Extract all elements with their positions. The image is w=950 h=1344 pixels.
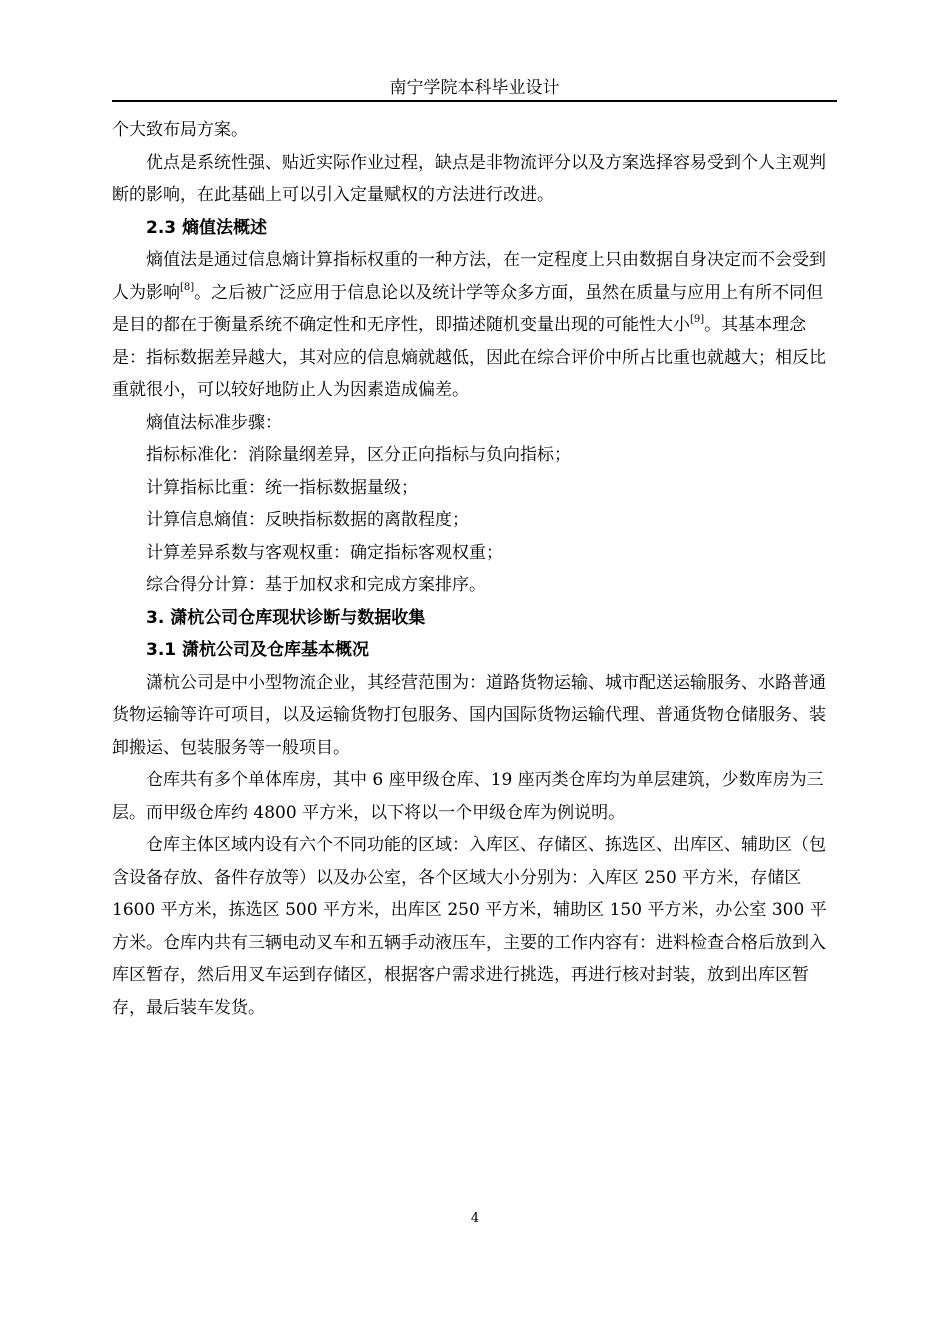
- continuation-line: 个大致布局方案。: [112, 120, 248, 140]
- chapter-heading-3: 3. 潇杭公司仓库现状诊断与数据收集: [146, 607, 426, 628]
- citation-ref: [9]: [690, 314, 705, 325]
- steps-title: 熵值法标准步骤：: [146, 412, 282, 433]
- section-heading-2-3: 2.3 熵值法概述: [146, 217, 268, 238]
- step-item: 计算差异系数与客观权重：确定指标客观权重；: [146, 542, 503, 563]
- page-body: [112, 114, 837, 1024]
- page-header: 南宁学院本科毕业设计: [389, 78, 560, 98]
- step-item: 计算信息熵值：反映指标数据的离散程度；: [146, 510, 469, 530]
- paragraph-company: 潇杭公司是中小型物流企业，其经营范围为：道路货物运输、城市配送运输服务、水路普通货物运输等许可项目，以及运输货物打包服务、国内国际货物运输代理、普通货物仓储服务、装卸搬运、包装服务等一般项目。: [112, 672, 826, 758]
- paragraph-areas: 仓库主体区域内设有六个不同功能的区域：入库区、存储区、拣选区、出库区、辅助区（包含设备存放、备件存放等）以及办公室，各个区域大小分别为：入库区 250 平方米，存储区 1600 平方米，拣选区 500 平方米，出库区 250 平方米，辅助区 150 平方米，办公室 300 平方米。仓库内共有三辆电动叉车和五辆手动液压车，主要的工作内容有：进料检查合格后放到入库区暂存，然后用叉车运到存储区，根据客户需求进行挑选，再进行核对封装，放到出库区暂存，最后装车发货。: [112, 835, 827, 1018]
- header-rule: [112, 100, 837, 102]
- paragraph: 优点是系统性强、贴近实际作业过程，缺点是非物流评分以及方案选择容易受到个人主观判断的影响，在此基础上可以引入定量赋权的方法进行改进。: [112, 152, 826, 205]
- step-item: 指标标准化：消除量纲差异，区分正向指标与负向指标；: [146, 445, 571, 465]
- step-item: 综合得分计算：基于加权求和完成方案排序。: [146, 575, 486, 595]
- step-item: 计算指标比重：统一指标数据量级；: [146, 477, 418, 498]
- paragraph-warehouse: 仓库共有多个单体库房，其中 6 座甲级仓库、19 座丙类仓库均为单层建筑，少数库房为三层。而甲级仓库约 4800 平方米，以下将以一个甲级仓库为例说明。: [112, 770, 824, 823]
- paragraph-entropy-intro: [112, 244, 837, 407]
- section-heading-3-1: 3.1 潇杭公司及仓库基本概况: [146, 640, 370, 660]
- page-number: 4: [470, 1211, 480, 1226]
- paragraph-text: 熵值法是通过信息熵计算指标权重的一种方法，在一定程度上只由数据自身决定而不会受到人为影响: [112, 250, 826, 303]
- paragraph-text: 。之后被广泛应用于信息论以及统计学等众多方面，虽然在质量与应用上有所不同但是目的都在于衡量系统不确定性和无序性，即描述随机变量出现的可能性大小: [112, 282, 824, 335]
- paragraph-text: 。其基本理念是：指标数据差异越大，其对应的信息熵就越低，因此在综合评价中所占比重也就越大；相反比重就很小，可以较好地防止人为因素造成偏差。: [112, 315, 826, 400]
- citation-ref: [8]: [180, 281, 195, 293]
